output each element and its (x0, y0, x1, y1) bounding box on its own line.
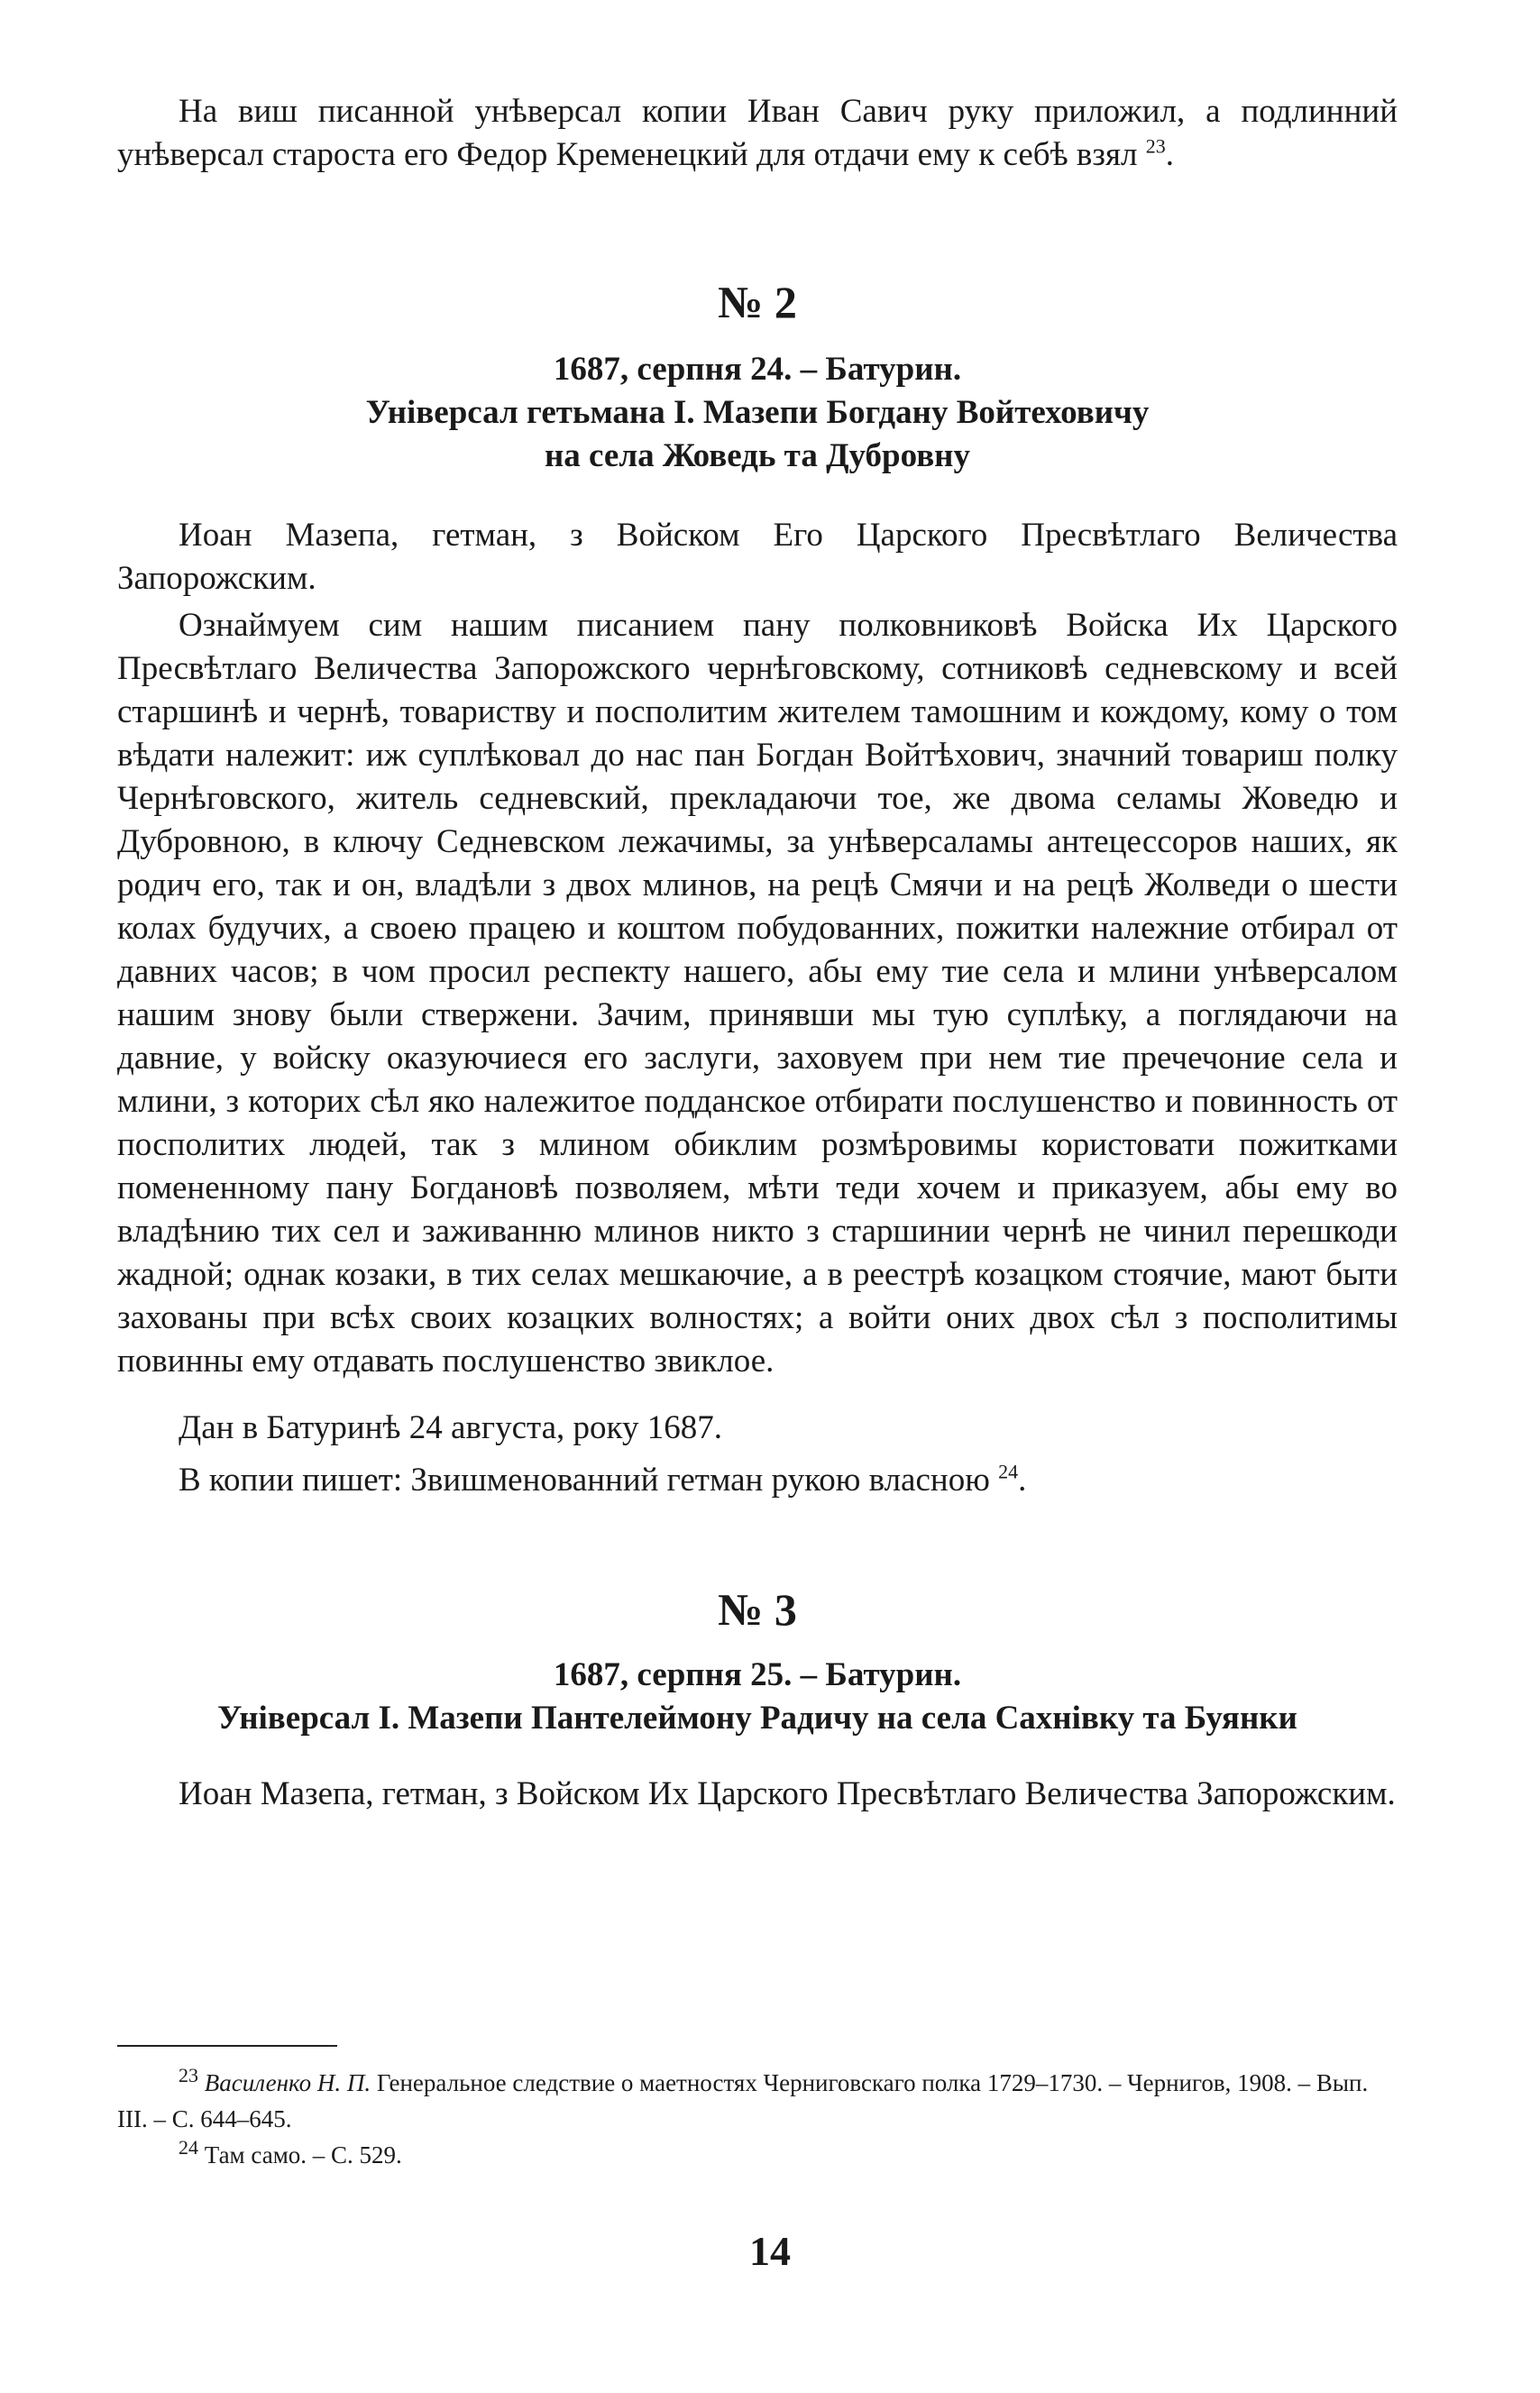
footnote-divider (117, 2045, 337, 2047)
footnote-24 (117, 2137, 1398, 2173)
footnote-23 (117, 2065, 1398, 2137)
doc2-copy-end: . (1018, 1462, 1027, 1499)
footnote-23-text: Генеральное следствие о маетностях Черниговскаго полка 1729–1730. – Чернигов, 1908. – Вып. III. – С. 644–645. (117, 2069, 1369, 2132)
doc3-number: № 3 (718, 1584, 797, 1635)
footnote-ref-23[interactable]: 23 (1145, 134, 1166, 158)
doc3-title: Універсал І. Мазепи Пантелеймону Радичу на села Сахнівку та Буянки (217, 1700, 1297, 1737)
doc3-greeting: Иоан Мазепа, гетман, з Войском Их Царского Пресвѣтлаго Величества Запорожским. (179, 1775, 1396, 1812)
footnote-23-author: Василенко Н. П. (204, 2069, 371, 2096)
doc2-body: Ознаймуем сим нашим писанием пану полковниковѣ Войска Их Царского Пресвѣтлаго Величества Запорожского чернѣговскому, сотниковѣ седневскому и всей старшинѣ и чернѣ, товариству и посполитим жителем тамошним и кождому, кому о том вѣдати належит: иж суплѣковал до нас пан Богдан Войтѣхович, значний товариш полку Чернѣговского, житель седневский, прекладаючи тое, же двома селамы Жоведю и Дубровною, в ключу Седневском лежачимы, за унѣверсаламы антецессоров наших, як родич его, так и он, владѣли з двох млинов, на рецѣ Смячи и на рецѣ Жолведи о шести колах будучих, а своею працею и коштом побудованних, пожитки належние отбирал от давних часов; в чом просил респекту нашего, абы ему тие села и млини унѣверсалом нашим знову были ствержени. Зачим, принявши мы тую суплѣку, а поглядаючи на давние, у войску оказуючиеся его заслуги, заховуем при нем тие пречечоние села и млини, з которих сѣл яко належитое подданское отбирати послушенство и повинность от посполитих людей, так з млином обиклим розмѣровимы користовати пожитками помененному пану Богдановѣ позволяем, мѣти теди хочем и приказуем, абы ему во владѣнию тих сел и заживанню млинов никто з старшинии чернѣ не чинил перешкоди жадной; однак козаки, в тих селах мешкаючие, а в реестрѣ козацком стоячие, мают быти захованы при всѣх своих козацких волностях; а войти оних двох сѣл з посполитимы повинны ему отдавать послушенство звиклое. (117, 607, 1398, 1380)
doc3-date: 1687, серпня 25. – Батурин. (553, 1656, 962, 1693)
doc2-title-line1: Універсал гетьмана І. Мазепи Богдану Войтеховичу (365, 394, 1150, 431)
doc2-copy-note (117, 1459, 1398, 1502)
page-number: 14 (749, 2228, 791, 2274)
intro-paragraph (117, 90, 1398, 177)
intro-text: На виш писанной унѣверсал копии Иван Савич руку приложил, а подлинний унѣверсал староста его Федор Кременецкий для отдачи ему к себѣ взял (117, 93, 1398, 173)
footnotes (117, 2065, 1398, 2173)
document-2 (117, 276, 1398, 1502)
footnote-24-text: Там само. – С. 529. (204, 2141, 402, 2168)
footnote-ref-24[interactable]: 24 (998, 1460, 1019, 1483)
footnote-24-number: 24 (179, 2136, 198, 2159)
document-3 (117, 1583, 1398, 1816)
intro-end: . (1165, 136, 1174, 173)
doc2-given: Дан в Батуринѣ 24 августа, року 1687. (179, 1409, 723, 1446)
page-content (117, 90, 1398, 1816)
doc2-date: 1687, серпня 24. – Батурин. (553, 351, 962, 388)
footnote-23-number: 23 (179, 2064, 198, 2086)
doc2-title-line2: на села Жоведь та Дубровну (544, 437, 970, 474)
doc2-greeting: Иоан Мазепа, гетман, з Войском Его Царского Пресвѣтлаго Величества Запорожским. (117, 517, 1398, 597)
doc2-copy-note-text: В копии пишет: Звишменованний гетман рукою власною (179, 1462, 990, 1499)
doc2-number: № 2 (718, 277, 797, 327)
